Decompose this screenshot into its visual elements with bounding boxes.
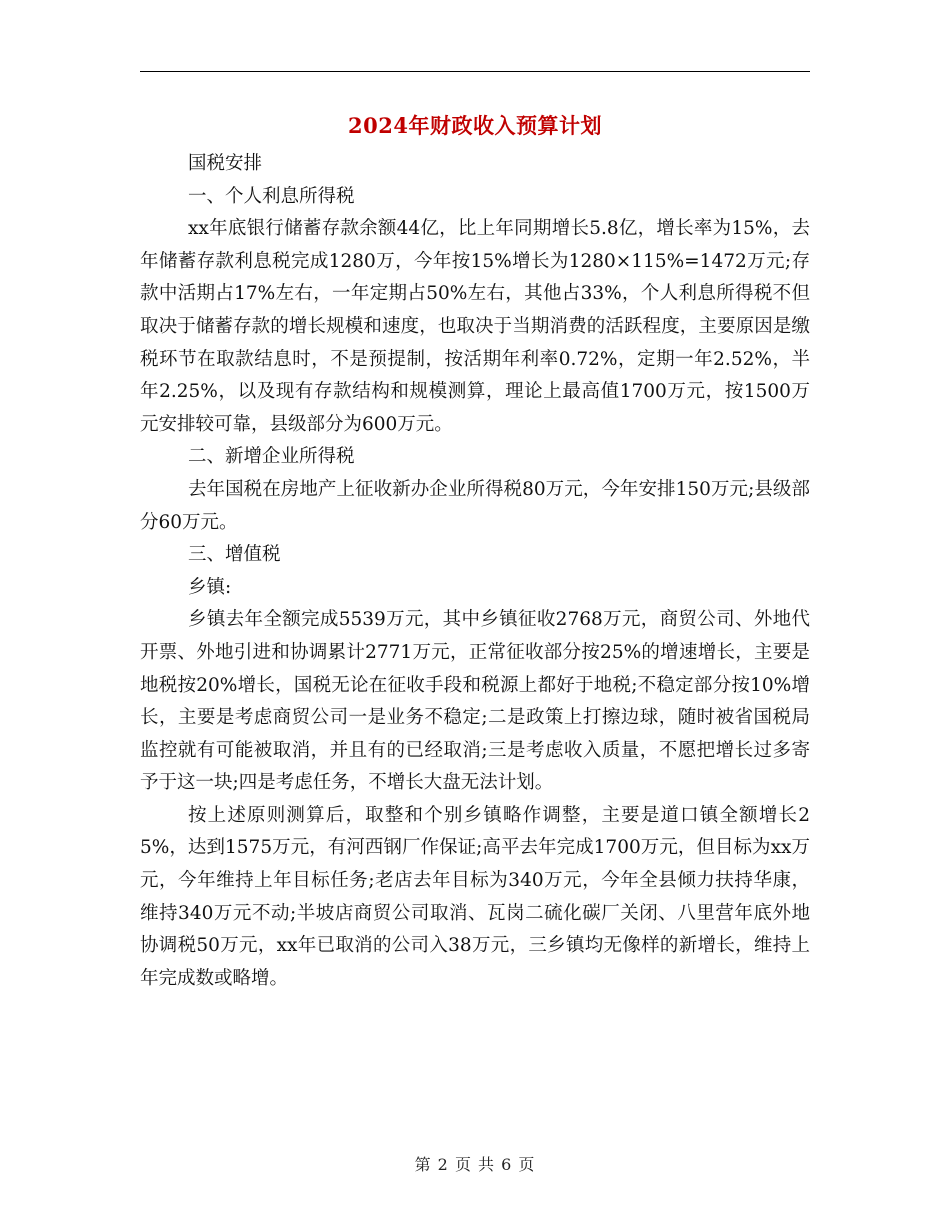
- item3-sub-heading: 乡镇:: [188, 576, 232, 598]
- item2-paragraph: 去年国税在房地产上征收新办企业所得税80万元，今年安排150万元;县级部分60万元。: [140, 478, 810, 533]
- item2-heading: 二、新增企业所得税: [188, 446, 355, 468]
- item1-heading: 一、个人利息所得税: [188, 185, 355, 207]
- item3-paragraph-1: 乡镇去年全额完成5539万元，其中乡镇征收2768万元，商贸公司、外地代开票、外地引进和协调累计2771万元，正常征收部分按25%的增速增长，主要是地税按20%增长，国税无论在征收手段和税源上都好于地税;不稳定部分按10%增长，主要是考虑商贸公司一是业务不稳定;二是政策上打擦边球，随时被省国税局监控就有可能被取消，并且有的已经取消;三是考虑收入质量，不愿把增长过多寄予于这一块;四是考虑任务，不增长大盘无法计划。: [140, 609, 810, 794]
- item3-heading: 三、增值税: [188, 544, 281, 566]
- page-number: 第 2 页 共 6 页: [414, 1155, 536, 1174]
- item3-paragraph-2: 按上述原则测算后，取整和个别乡镇略作调整，主要是道口镇全额增长25%，达到1575万元，有河西钢厂作保证;高平去年完成1700万元，但目标为xx万元，今年维持上年目标任务;老店去年目标为340万元，今年全县倾力扶持华康，维持340万元不动;半坡店商贸公司取消、瓦岗二硫化碳厂关闭、八里营年底外地协调税50万元，xx年已取消的公司入38万元，三乡镇均无像样的新增长，维持上年完成数或略增。: [140, 804, 810, 989]
- section-heading: 国税安排: [188, 153, 263, 174]
- document-body: [140, 148, 810, 995]
- header-rule: [140, 71, 810, 72]
- item1-paragraph: xx年底银行储蓄存款余额44亿，比上年同期增长5.8亿，增长率为15%，去年储蓄存款利息税完成1280万，今年按15%增长为1280×115%=1472万元;存款中活期占17%左右，一年定期占50%左右，其他占33%，个人利息所得税不但取决于储蓄存款的增长规模和速度，也取决于当期消费的活跃程度，主要原因是缴税环节在取款结息时，不是预提制，按活期年利率0.72%，定期一年2.52%，半年2.25%，以及现有存款结构和规模测算，理论上最高值1700万元，按1500万元安排较可靠，县级部分为600万元。: [140, 218, 810, 435]
- document-title: 2024年财政收入预算计划: [348, 113, 602, 138]
